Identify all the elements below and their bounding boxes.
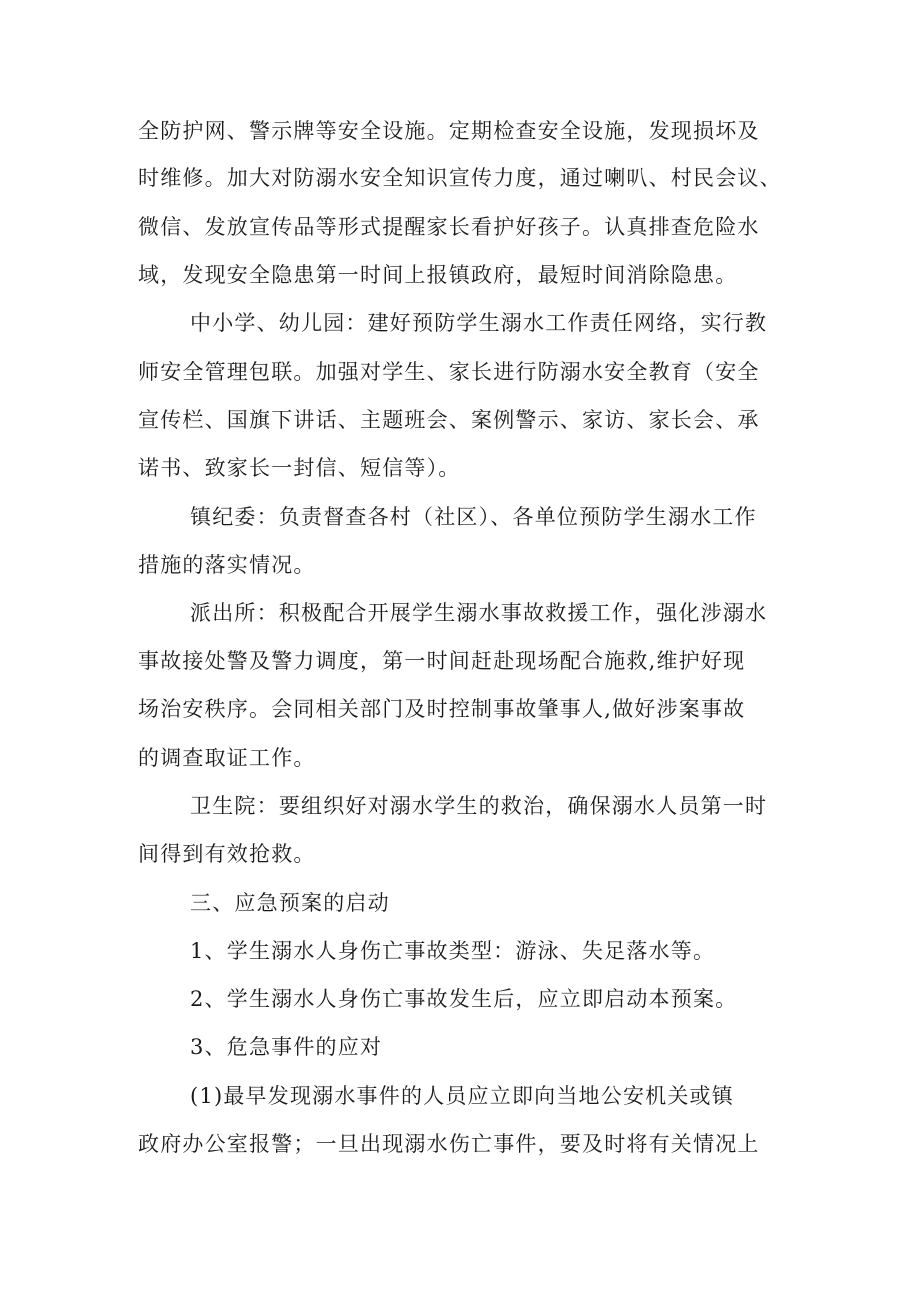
text-line-2: 时维修。加大对防溺水安全知识宣传力度，通过喇叭、村民会议、 (138, 166, 782, 190)
text-line-14: 的调查取证工作。 (138, 746, 316, 770)
text-line-20: 3、危急事件的应对 (190, 1035, 383, 1059)
text-line-16: 间得到有效抢救。 (138, 842, 316, 866)
text-line-9: 镇纪委：负责督查各村（社区）、各单位预防学生溺水工作 (190, 505, 757, 529)
text-line-22: 政府办公室报警；一旦出现溺水伤亡事件，要及时将有关情况上 (138, 1132, 760, 1156)
text-line-5: 中小学、幼儿园：建好预防学生溺水工作责任网络，实行教 (190, 311, 768, 335)
text-line-1: 全防护网、警示牌等安全设施。定期检查安全设施，发现损坏及 (138, 119, 760, 143)
text-line-21: (1)最早发现溺水事件的人员应立即向当地公安机关或镇 (190, 1084, 734, 1108)
text-line-18: 1、学生溺水人身伤亡事故类型：游泳、失足落水等。 (190, 939, 716, 963)
text-line-13: 场治安秩序。会同相关部门及时控制事故肇事人,做好涉案事故 (138, 697, 746, 721)
text-line-10: 措施的落实情况。 (138, 553, 316, 577)
text-line-3: 微信、发放宣传品等形式提醒家长看护好孩子。认真排查危险水 (138, 215, 760, 239)
text-line-11: 派出所：积极配合开展学生溺水事故救援工作，强化涉溺水 (190, 601, 768, 625)
section-heading: 三、应急预案的启动 (190, 891, 390, 915)
text-line-8: 诺书、致家长一封信、短信等）。 (138, 456, 461, 480)
text-line-19: 2、学生溺水人身伤亡事故发生后，应立即启动本预案。 (190, 987, 738, 1011)
text-line-12: 事故接处警及警力调度，第一时间赶赴现场配合施救,维护好现 (138, 649, 746, 673)
text-line-7: 宣传栏、国旗下讲话、主题班会、案例警示、家访、家长会、承 (138, 408, 760, 432)
text-line-4: 域，发现安全隐患第一时间上报镇政府，最短时间消除隐患。 (138, 263, 738, 287)
text-line-6: 师安全管理包联。加强对学生、家长进行防溺水安全教育（安全 (138, 360, 760, 384)
text-line-15: 卫生院：要组织好对溺水学生的救治，确保溺水人员第一时 (190, 794, 768, 818)
